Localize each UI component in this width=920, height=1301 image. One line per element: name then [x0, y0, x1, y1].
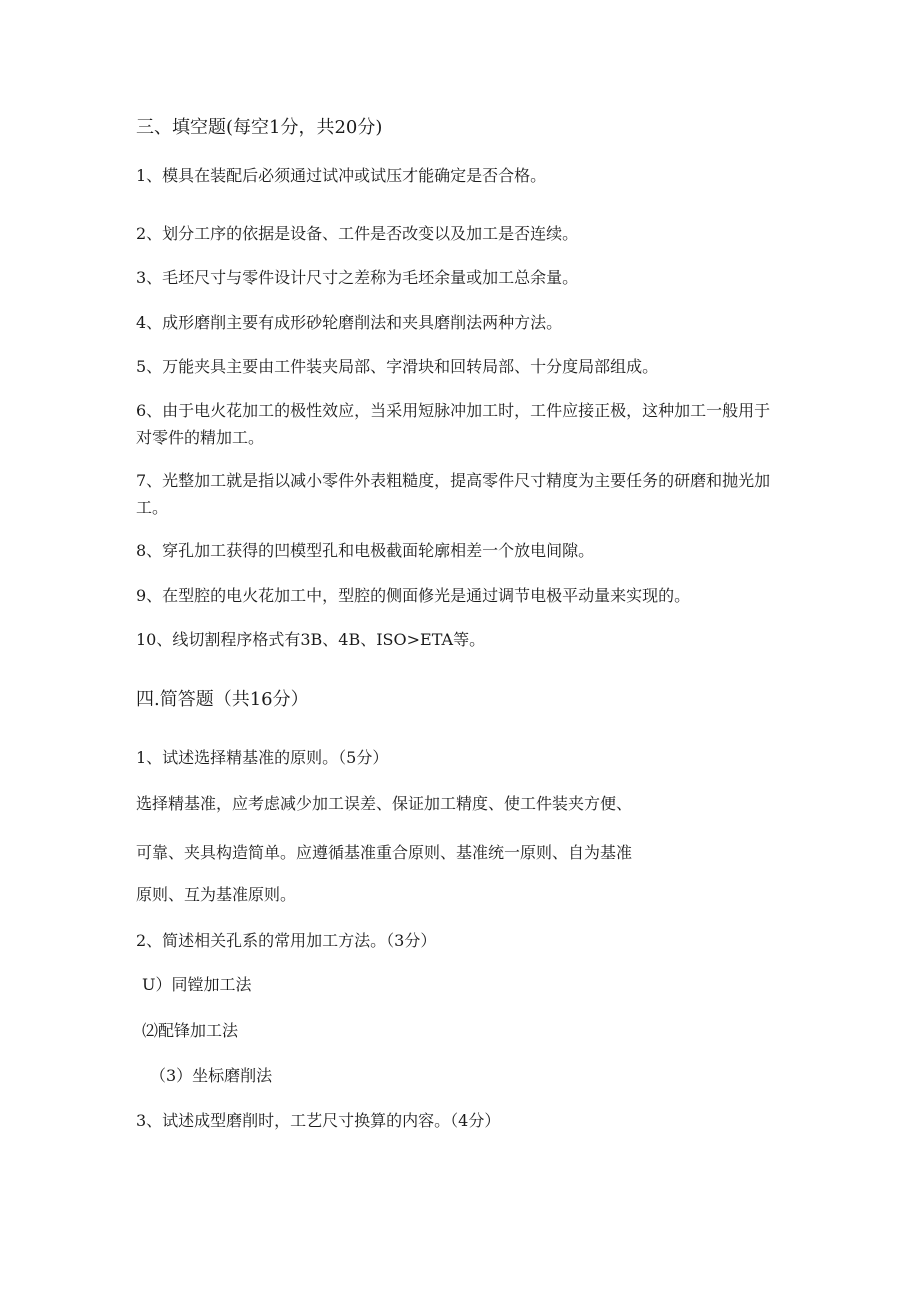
short-answer-q3: 3、试述成型磨削时，工艺尺寸换算的内容。（4分） [136, 1111, 501, 1130]
fill-blank-item-3: 3、毛坯尺寸与零件设计尺寸之差称为毛坯余量或加工总余量。 [136, 268, 579, 287]
q2-answer-line-1: U）同镗加工法 [142, 975, 252, 994]
short-answer-q1: 1、试述选择精基准的原则。（5分） [136, 748, 389, 767]
q1-answer-line-2: 可靠、夹具构造简单。应遵循基准重合原则、基准统一原则、自为基准 [136, 843, 633, 862]
fill-blank-item-6: 6、由于电火花加工的极性效应，当采用短脉冲加工时，工件应接正极，这种加工一般用于对零件的精加工。 [136, 401, 771, 447]
q1-answer-line-1: 选择精基准，应考虑减少加工误差、保证加工精度、使工件装夹方便、 [136, 794, 633, 813]
fill-blank-item-9: 9、在型腔的电火花加工中，型腔的侧面修光是通过调节电极平动量来实现的。 [136, 586, 691, 605]
q2-answer-line-2: ⑵配锋加工法 [142, 1021, 239, 1040]
section-3-title: 三、填空题(每空1分，共20分) [136, 117, 383, 138]
q1-answer-line-3: 原则、互为基准原则。 [136, 885, 297, 904]
fill-blank-item-8: 8、穿孔加工获得的凹模型孔和电极截面轮廓相差一个放电间隙。 [136, 541, 595, 560]
fill-blank-item-5: 5、万能夹具主要由工件装夹局部、字滑块和回转局部、十分度局部组成。 [136, 357, 659, 376]
fill-blank-item-10: 10、线切割程序格式有3B、4B、ISO>ETA等。 [136, 630, 486, 649]
fill-blank-item-7: 7、光整加工就是指以减小零件外表粗糙度，提高零件尺寸精度为主要任务的研磨和抛光加工。 [136, 471, 771, 517]
fill-blank-item-4: 4、成形磨削主要有成形砂轮磨削法和夹具磨削法两种方法。 [136, 313, 563, 332]
section-4-title: 四.简答题（共16分） [136, 689, 309, 710]
q2-answer-line-3: （3）坐标磨削法 [150, 1066, 273, 1085]
fill-blank-item-2: 2、划分工序的依据是设备、工件是否改变以及加工是否连续。 [136, 224, 579, 243]
short-answer-q2: 2、简述相关孔系的常用加工方法。（3分） [136, 931, 437, 950]
fill-blank-item-1: 1、模具在装配后必须通过试冲或试压才能确定是否合格。 [136, 166, 547, 185]
